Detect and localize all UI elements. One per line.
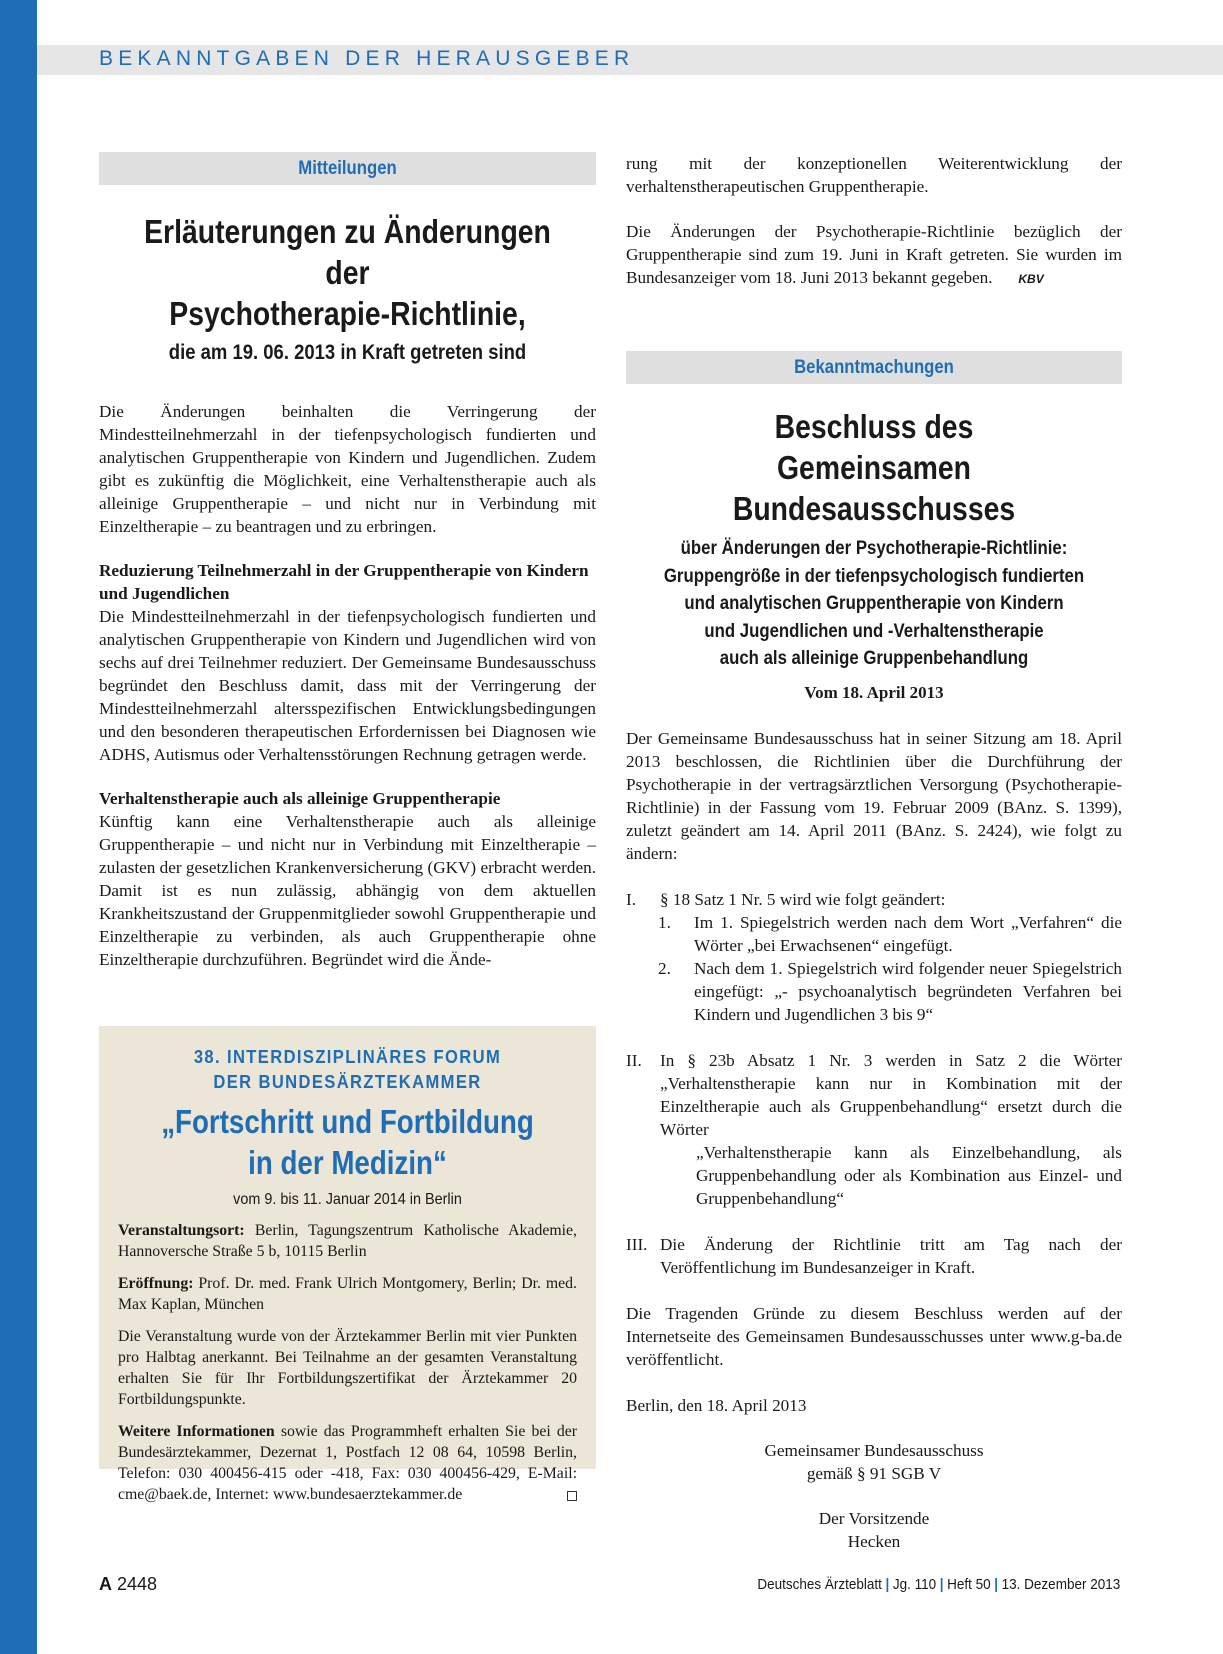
item-ii-number: II. xyxy=(626,1050,642,1070)
forum-venue xyxy=(118,1220,577,1262)
forum-opening-label: Eröffnung: xyxy=(118,1275,194,1292)
resolution-subtitle-line: Gruppengröße in der tiefenpsychologisch fundierten xyxy=(663,564,1085,587)
article-title-line-1: Erläuterungen zu Änderungen der xyxy=(144,213,551,291)
resolution-intro: Der Gemeinsame Bundesausschuss hat in seiner Sitzung am 18. April 2013 beschlossen, die Richtlinien über die Durchführung der Psychotherapie in der vertragsärztlichen Versorgung (Psychotherapie-Richtlinie) in der Fassung vom 19. Februar 2009 (BAnz. S. 1399), zuletzt geändert am 14. April 2011 (BAnz. S. 2424), wie folgt zu ändern: xyxy=(626,728,1122,863)
subheading-teilnehmerzahl: Reduzierung Teilnehmerzahl in der Gruppentherapie von Kindern und Jugendlichen xyxy=(99,561,589,603)
resolution-subtitle-line: und Jugendlichen und -Verhaltenstherapie xyxy=(704,619,1044,642)
forum-venue-text: Berlin, Tagungszentrum Katholische Akademie, Hannoversche Straße 5 b, 10115 Berlin xyxy=(118,1222,577,1260)
item-i-2 xyxy=(626,957,1122,1026)
signature-org-line-2: gemäß § 91 SGB V xyxy=(806,1463,942,1483)
journal-volume: Jg. 110 xyxy=(892,1576,936,1593)
category-label: Mitteilungen xyxy=(129,152,566,185)
item-ii-quote: „Verhaltenstherapie kann als Einzelbehandlung, als Gruppenbehandlung oder als Kombination aus Einzel- und Gruppenbehandlung“ xyxy=(696,1142,1122,1208)
forum-info-label: Weitere Informationen xyxy=(118,1423,275,1440)
forum-title xyxy=(155,1101,541,1183)
signature-name: Hecken xyxy=(847,1531,901,1551)
category-label-bekanntmachungen: Bekanntmachungen xyxy=(656,351,1092,384)
forum-credits: Die Veranstaltung wurde von der Ärztekammer Berlin mit vier Punkten pro Halbtag anerkannt. Bei Teilnahme an der gesamten Veranstaltung erhalten Sie für Ihr Fortbildungszertifikat der Ärztekammer 20 Fortbildungspunkte. xyxy=(118,1328,577,1408)
resolution-subtitle-line: über Änderungen der Psychotherapie-Richtlinie: xyxy=(680,537,1068,559)
category-band-bekanntmachungen xyxy=(626,351,1122,384)
paragraph-verhaltenstherapie: Künftig kann eine Verhaltenstherapie auch als alleinige Gruppentherapie – und nicht nur in Verbindung mit Einzeltherapie – zulasten der gesetzlichen Krankenversicherung (GKV) erbracht werden. Damit ist es nun zulässig, abhängig von dem aktuellen Krankheitszustand der Gruppenmitglieder sowohl Gruppentherapie und Einzeltherapie zu verbinden, als auch Gruppentherapie ohne Einzeltherapie durchzuführen. Begründet wird die Ände- xyxy=(99,812,596,969)
article-title xyxy=(134,211,561,334)
item-iii-text: Die Änderung der Richtlinie tritt am Tag nach der Veröffentlichung im Bundesanzeiger in Kraft. xyxy=(660,1234,1122,1277)
resolution-title-line-1: Beschluss des xyxy=(774,408,974,445)
item-ii-text: In § 23b Absatz 1 Nr. 3 werden in Satz 2 die Wörter „Verhaltenstherapie kann nur in Kombination mit der Einzeltherapie auch als Gruppenbehandlung“ ersetzt durch die Wörter xyxy=(660,1050,1122,1139)
inforce-text: Die Änderungen der Psychotherapie-Richtlinie bezüglich der Gruppentherapie sind zum 19. Juni in Kraft getreten. Sie wurden im Bundesanzeiger vom 18. Juni 2013 bekannt gegeben. xyxy=(626,222,1122,287)
footer-separator: | xyxy=(939,1576,944,1593)
forum-venue-label: Veranstaltungsort: xyxy=(118,1222,245,1239)
section-label: BEKANNTGABEN DER HERAUSGEBER xyxy=(99,47,635,70)
item-i-1 xyxy=(626,911,1122,957)
signature-role: Der Vorsitzende xyxy=(818,1508,930,1528)
item-ii xyxy=(626,1049,1122,1141)
signature-org xyxy=(626,1439,1122,1485)
forum-opening xyxy=(118,1273,577,1315)
article-subtitle: die am 19. 06. 2013 in Kraft getreten sind xyxy=(168,341,527,364)
item-i-text: § 18 Satz 1 Nr. 5 wird wie folgt geändert: xyxy=(660,889,946,909)
resolution-subtitle-line: auch als alleinige Gruppenbehandlung xyxy=(719,647,1029,669)
footer-separator: | xyxy=(885,1576,890,1593)
journal-issue: Heft 50 xyxy=(946,1576,991,1593)
forum-announcement-box xyxy=(99,1026,596,1503)
page-prefix: A xyxy=(99,1574,112,1594)
item-i-1-text: Im 1. Spiegelstrich werden nach dem Wort „Verfahren“ die Wörter „bei Erwachsenen“ eingefügt. xyxy=(694,912,1122,955)
article-title-line-2: Psychotherapie-Richtlinie, xyxy=(169,295,526,332)
forum-date: vom 9. bis 11. Januar 2014 in Berlin xyxy=(233,1191,462,1208)
signature-person xyxy=(626,1507,1122,1553)
forum-kicker xyxy=(136,1045,558,1095)
journal-footer xyxy=(757,1576,1120,1593)
item-iii-number: III. xyxy=(626,1234,648,1254)
category-band-mitteilungen xyxy=(99,152,596,185)
item-iii xyxy=(626,1233,1122,1279)
item-i-2-number: 2. xyxy=(658,958,671,978)
page-number-value: 2448 xyxy=(117,1574,158,1594)
item-i-1-number: 1. xyxy=(658,912,671,932)
inforce-paragraph xyxy=(626,220,1122,291)
item-i-2-text: Nach dem 1. Spiegelstrich wird folgender neuer Spiegelstrich eingefügt: „- psychoanalytisch begründeten Verfahren bei Kindern und Jugendlichen 3 bis 9“ xyxy=(694,958,1122,1024)
resolution-date: Vom 18. April 2013 xyxy=(804,682,944,702)
reasons-paragraph: Die Tragenden Gründe zu diesem Beschluss werden auf der Internetseite des Gemeinsamen Bundesausschusses unter www.g-ba.de veröffentlicht. xyxy=(626,1303,1122,1369)
resolution-subtitle-line: und analytischen Gruppentherapie von Kindern xyxy=(684,592,1064,614)
forum-kicker-line-2: DER BUNDESÄRZTEKAMMER xyxy=(213,1072,482,1092)
forum-title-line-1: „Fortschritt und Fortbildung xyxy=(161,1103,534,1140)
place-date: Berlin, den 18. April 2013 xyxy=(626,1395,807,1415)
forum-title-line-2: in der Medizin“ xyxy=(248,1144,447,1181)
item-i xyxy=(626,888,1122,911)
blue-sidebar xyxy=(0,0,37,1654)
continued-paragraph: rung mit der konzeptionellen Weiterentwicklung der verhaltenstherapeutischen Gruppentherapie. xyxy=(626,154,1122,196)
resolution-title xyxy=(661,406,1088,529)
left-column xyxy=(99,152,596,971)
signature-org-line-1: Gemeinsamer Bundesausschuss xyxy=(764,1440,984,1460)
page-number xyxy=(99,1574,157,1595)
forum-info-text: sowie das Programmheft erhalten Sie bei der Bundesärztekammer, Dezernat 1, Postfach 12 08 64, 10598 Berlin, Telefon: 030 400456-415 oder -418, Fax: 030 400456-429, E-Mail: cme@baek.de, Internet: www.bundesaerztekammer.de xyxy=(118,1423,578,1503)
right-column xyxy=(626,152,1122,1553)
article-lead: Die Änderungen beinhalten die Verringerung der Mindestteilnehmerzahl in der tiefenpsychologisch fundierten und analytischen Gruppentherapie von Kindern und Jugendlichen. Zudem gibt es zukünftig die Möglichkeit, eine Verhaltenstherapie auch als alleinige Gruppentherapie – und nicht nur in Verbindung mit Einzeltherapie – zu beantragen und zu erbringen. xyxy=(99,402,596,536)
kbv-signature: KBV xyxy=(1018,272,1044,286)
paragraph-teilnehmerzahl: Die Mindestteilnehmerzahl in der tiefenpsychologisch fundierten und analytischen Gruppentherapie von Kindern und Jugendlichen wird von sechs auf drei Teilnehmer reduziert. Der Gemeinsame Bundesausschuss begründet den Beschluss damit, dass mit der Verringerung der Mindestteilnehmerzahl altersspezifischen Entwicklungsbedingungen und den besonderen therapeutischen Erfordernissen bei Diagnosen wie ADHS, Autismus oder Verhaltensstörungen Rechnung getragen werde. xyxy=(99,607,596,764)
journal-date: 13. Dezember 2013 xyxy=(1001,1576,1120,1593)
footer-separator: | xyxy=(994,1576,998,1593)
subheading-verhaltenstherapie: Verhaltenstherapie auch als alleinige Gruppentherapie xyxy=(99,789,501,808)
forum-kicker-line-1: 38. INTERDISZIPLINÄRES FORUM xyxy=(193,1047,502,1067)
item-i-number: I. xyxy=(626,889,637,909)
end-square-icon xyxy=(567,1491,577,1501)
journal-name: Deutsches Ärzteblatt xyxy=(757,1576,882,1593)
resolution-subtitle xyxy=(661,535,1088,673)
resolution-title-line-2: Gemeinsamen Bundesausschusses xyxy=(732,449,1016,527)
forum-opening-text: Prof. Dr. med. Frank Ulrich Montgomery, Berlin; Dr. med. Max Kaplan, München xyxy=(118,1275,577,1313)
